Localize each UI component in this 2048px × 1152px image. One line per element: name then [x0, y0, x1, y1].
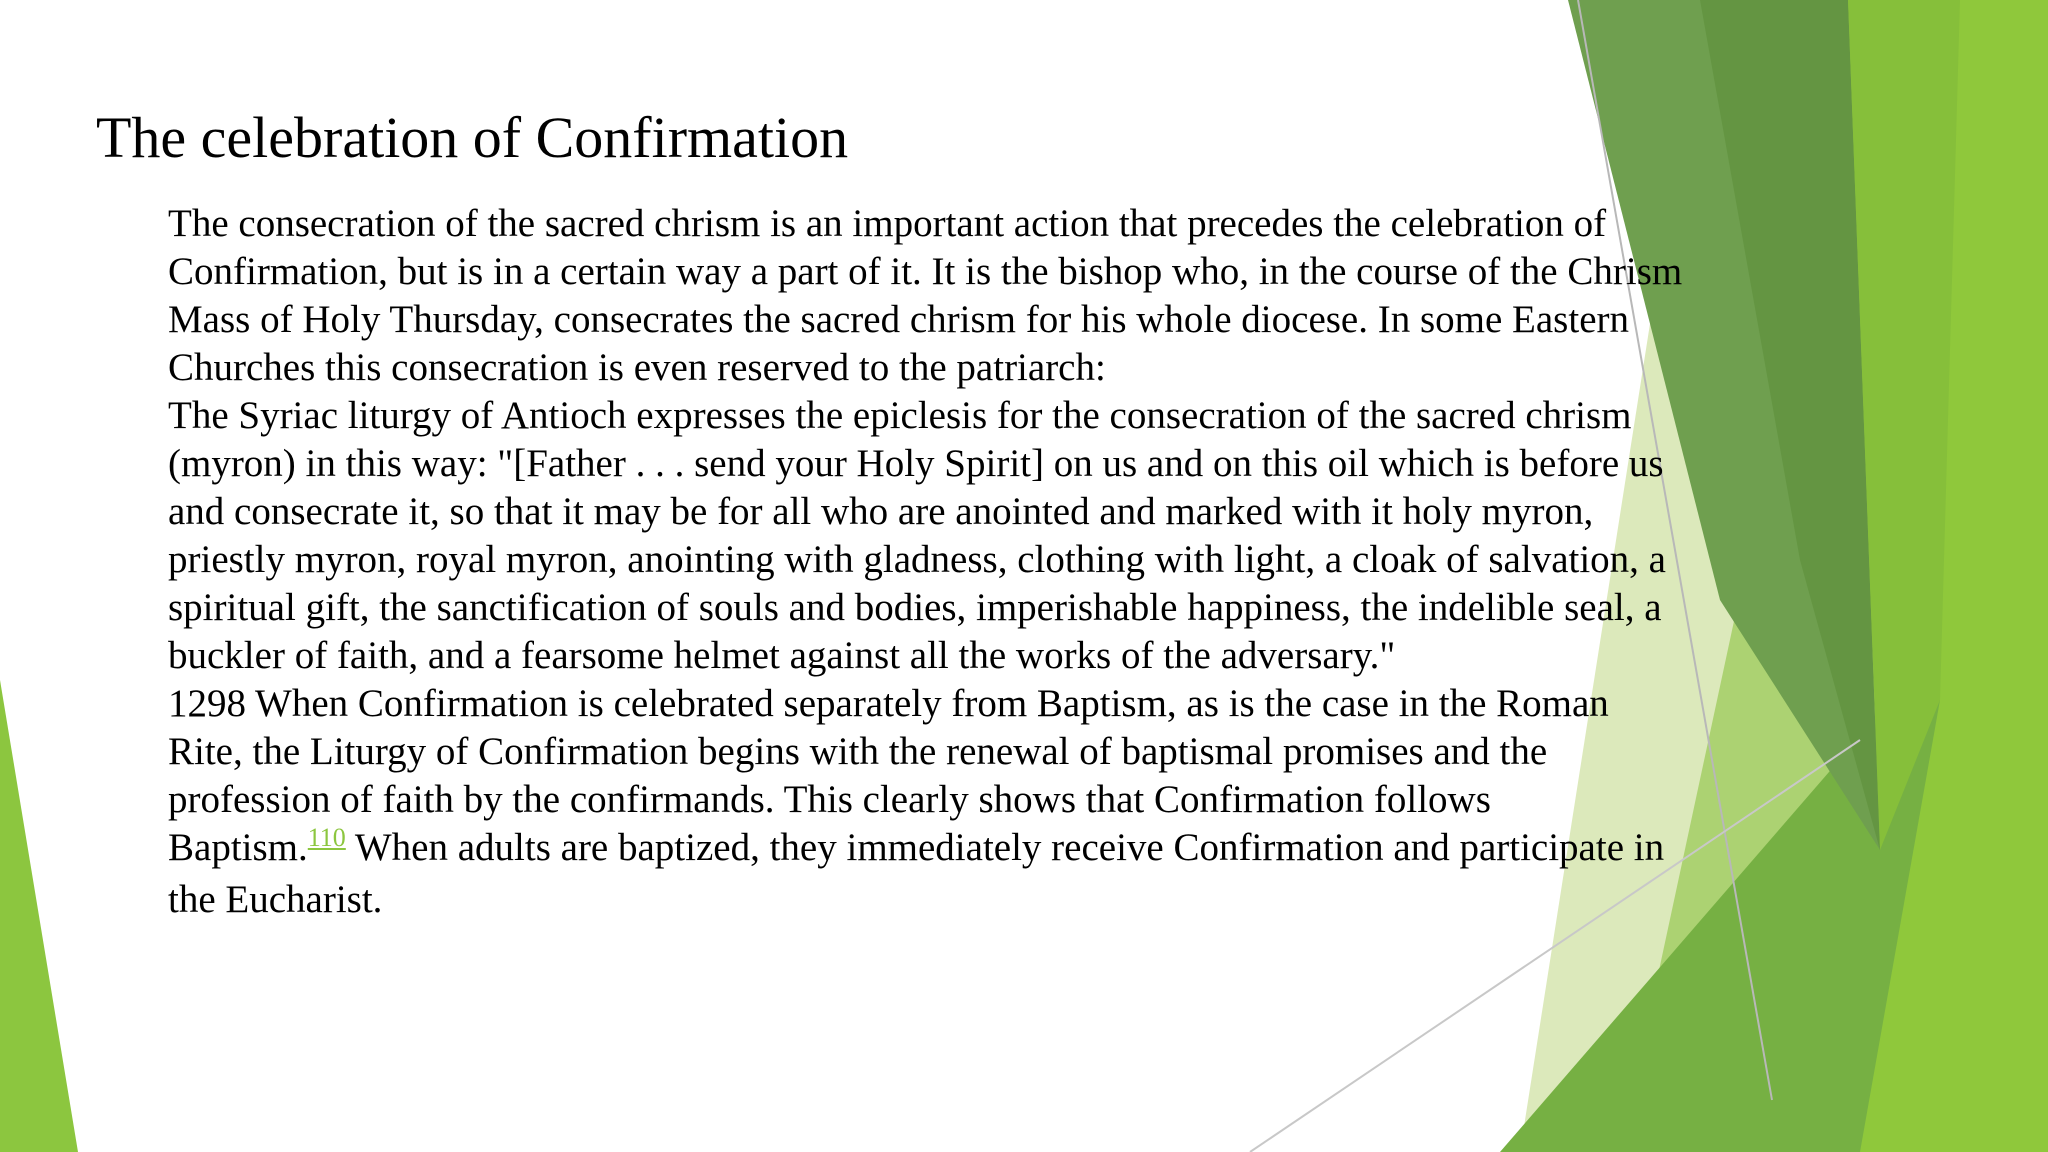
text-line: Mass of Holy Thursday, consecrates the sacred chrism for his whole diocese. In some Eastern	[168, 298, 1629, 341]
text-fragment: Baptism.	[168, 826, 308, 869]
text-line: Rite, the Liturgy of Confirmation begins with the renewal of baptismal promises and the	[168, 730, 1548, 773]
footnote-link[interactable]: 110	[307, 823, 346, 852]
text-fragment: When adults are baptized, they immediately receive Confirmation and participate in	[345, 826, 1665, 869]
slide-title: The celebration of Confirmation	[96, 105, 849, 170]
text-line: spiritual gift, the sanctification of souls and bodies, imperishable happiness, the indelible seal, a	[168, 586, 1662, 629]
text-line: Churches this consecration is even reserved to the patriarch:	[168, 346, 1106, 389]
text-line: The consecration of the sacred chrism is an important action that precedes the celebration of	[168, 202, 1607, 245]
paragraph-syriac-liturgy	[168, 392, 1728, 680]
text-line: and consecrate it, so that it may be for all who are anointed and marked with it holy myron,	[168, 490, 1594, 533]
left-green-sliver	[0, 680, 78, 1152]
paragraph-1298	[168, 680, 1728, 924]
text-line: the Eucharist.	[168, 878, 383, 921]
text-line-with-footnote	[168, 824, 1728, 876]
text-line: profession of faith by the confirmands. This clearly shows that Confirmation follows	[168, 778, 1491, 821]
text-line: Confirmation, but is in a certain way a part of it. It is the bishop who, in the course of the Chrism	[168, 250, 1683, 293]
text-line: (myron) in this way: "[Father . . . send your Holy Spirit] on us and on this oil which is before us	[168, 442, 1664, 485]
text-line: priestly myron, royal myron, anointing with gladness, clothing with light, a cloak of salvation, a	[168, 538, 1666, 581]
text-line: buckler of faith, and a fearsome helmet against all the works of the adversary."	[168, 634, 1396, 677]
text-line: 1298 When Confirmation is celebrated separately from Baptism, as is the case in the Roman	[168, 682, 1609, 725]
paragraph-chrism-consecration	[168, 200, 1728, 392]
text-line: The Syriac liturgy of Antioch expresses the epiclesis for the consecration of the sacred chrism	[168, 394, 1632, 437]
slide-body	[168, 200, 1728, 924]
